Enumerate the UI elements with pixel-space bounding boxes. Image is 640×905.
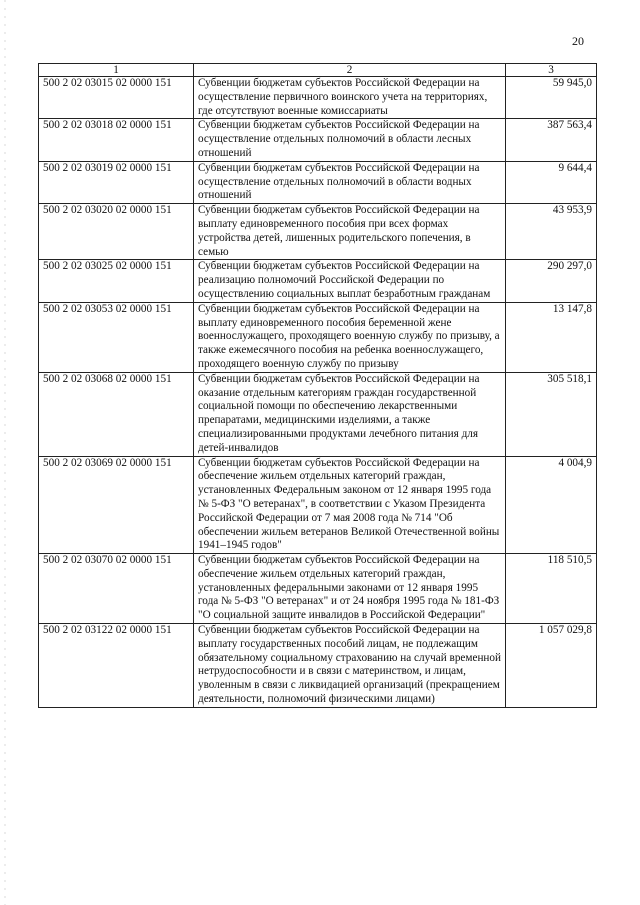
scan-edge-mark	[2, 0, 8, 905]
amount-cell: 118 510,5	[506, 554, 597, 624]
amount-cell: 305 518,1	[506, 372, 597, 456]
column-header-3: 3	[506, 64, 597, 77]
amount-cell: 9 644,4	[506, 161, 597, 203]
table-row	[39, 302, 597, 372]
budget-code-cell: 500 2 02 03070 02 0000 151	[39, 554, 194, 624]
table-header-row	[39, 64, 597, 77]
description-cell: Субвенции бюджетам субъектов Российской Федерации на осуществление отдельных полномочий в области водных отношений	[194, 161, 506, 203]
amount-cell: 387 563,4	[506, 119, 597, 161]
table-row	[39, 161, 597, 203]
table-row	[39, 77, 597, 119]
budget-code-cell: 500 2 02 03025 02 0000 151	[39, 260, 194, 302]
amount-cell: 59 945,0	[506, 77, 597, 119]
budget-code-cell: 500 2 02 03015 02 0000 151	[39, 77, 194, 119]
budget-code-cell: 500 2 02 03019 02 0000 151	[39, 161, 194, 203]
amount-cell: 290 297,0	[506, 260, 597, 302]
amount-cell: 43 953,9	[506, 204, 597, 260]
description-cell: Субвенции бюджетам субъектов Российской Федерации на выплату государственных пособий лицам, не подлежащим обязательному социальному страхованию на случай временной нетрудоспособности и в связи с материнством, и лицам, уволенным в связи с ликвидацией организаций (прекращением деятельности, полномочий физическими лицами)	[194, 624, 506, 708]
description-cell: Субвенции бюджетам субъектов Российской Федерации на осуществление первичного воинского учета на территориях, где отсутствуют военные комиссариаты	[194, 77, 506, 119]
column-header-2: 2	[194, 64, 506, 77]
amount-cell: 13 147,8	[506, 302, 597, 372]
budget-table	[38, 63, 597, 708]
table-row	[39, 119, 597, 161]
table-row	[39, 260, 597, 302]
budget-code-cell: 500 2 02 03018 02 0000 151	[39, 119, 194, 161]
table-row	[39, 204, 597, 260]
description-cell: Субвенции бюджетам субъектов Российской Федерации на обеспечение жильем отдельных категорий граждан, установленных федеральными законами от 12 января 1995 года № 5-ФЗ "О ветеранах" и от 24 ноября 1995 года № 181-ФЗ "О социальной защите инвалидов в Российской Федерации"	[194, 554, 506, 624]
budget-code-cell: 500 2 02 03122 02 0000 151	[39, 624, 194, 708]
description-cell: Субвенции бюджетам субъектов Российской Федерации на выплату единовременного пособия при всех формах устройства детей, лишенных родительского попечения, в семью	[194, 204, 506, 260]
description-cell: Субвенции бюджетам субъектов Российской Федерации на оказание отдельным категориям граждан государственной социальной помощи по обеспечению лекарственными препаратами, медицинскими изделиями, а также специализированными продуктами лечебного питания для детей-инвалидов	[194, 372, 506, 456]
page-number: 20	[572, 34, 584, 48]
table-row	[39, 624, 597, 708]
amount-cell: 4 004,9	[506, 456, 597, 554]
description-cell: Субвенции бюджетам субъектов Российской Федерации на осуществление отдельных полномочий в области лесных отношений	[194, 119, 506, 161]
budget-code-cell: 500 2 02 03069 02 0000 151	[39, 456, 194, 554]
table-row	[39, 372, 597, 456]
description-cell: Субвенции бюджетам субъектов Российской Федерации на обеспечение жильем отдельных категорий граждан, установленных Федеральным законом от 12 января 1995 года № 5-ФЗ "О ветеранах", в соответствии с Указом Президента Российской Федерации от 7 мая 2008 года № 714 "Об обеспечении жильем ветеранов Великой Отечественной войны 1941–1945 годов"	[194, 456, 506, 554]
table-row	[39, 456, 597, 554]
description-cell: Субвенции бюджетам субъектов Российской Федерации на выплату единовременного пособия беременной жене военнослужащего, проходящего военную службу по призыву, а также ежемесячного пособия на ребенка военнослужащего, проходящего военную службу по призыву	[194, 302, 506, 372]
budget-code-cell: 500 2 02 03020 02 0000 151	[39, 204, 194, 260]
amount-cell: 1 057 029,8	[506, 624, 597, 708]
description-cell: Субвенции бюджетам субъектов Российской Федерации на реализацию полномочий Российской Федерации по осуществлению социальных выплат безработным гражданам	[194, 260, 506, 302]
budget-code-cell: 500 2 02 03068 02 0000 151	[39, 372, 194, 456]
table-row	[39, 554, 597, 624]
column-header-1: 1	[39, 64, 194, 77]
budget-code-cell: 500 2 02 03053 02 0000 151	[39, 302, 194, 372]
